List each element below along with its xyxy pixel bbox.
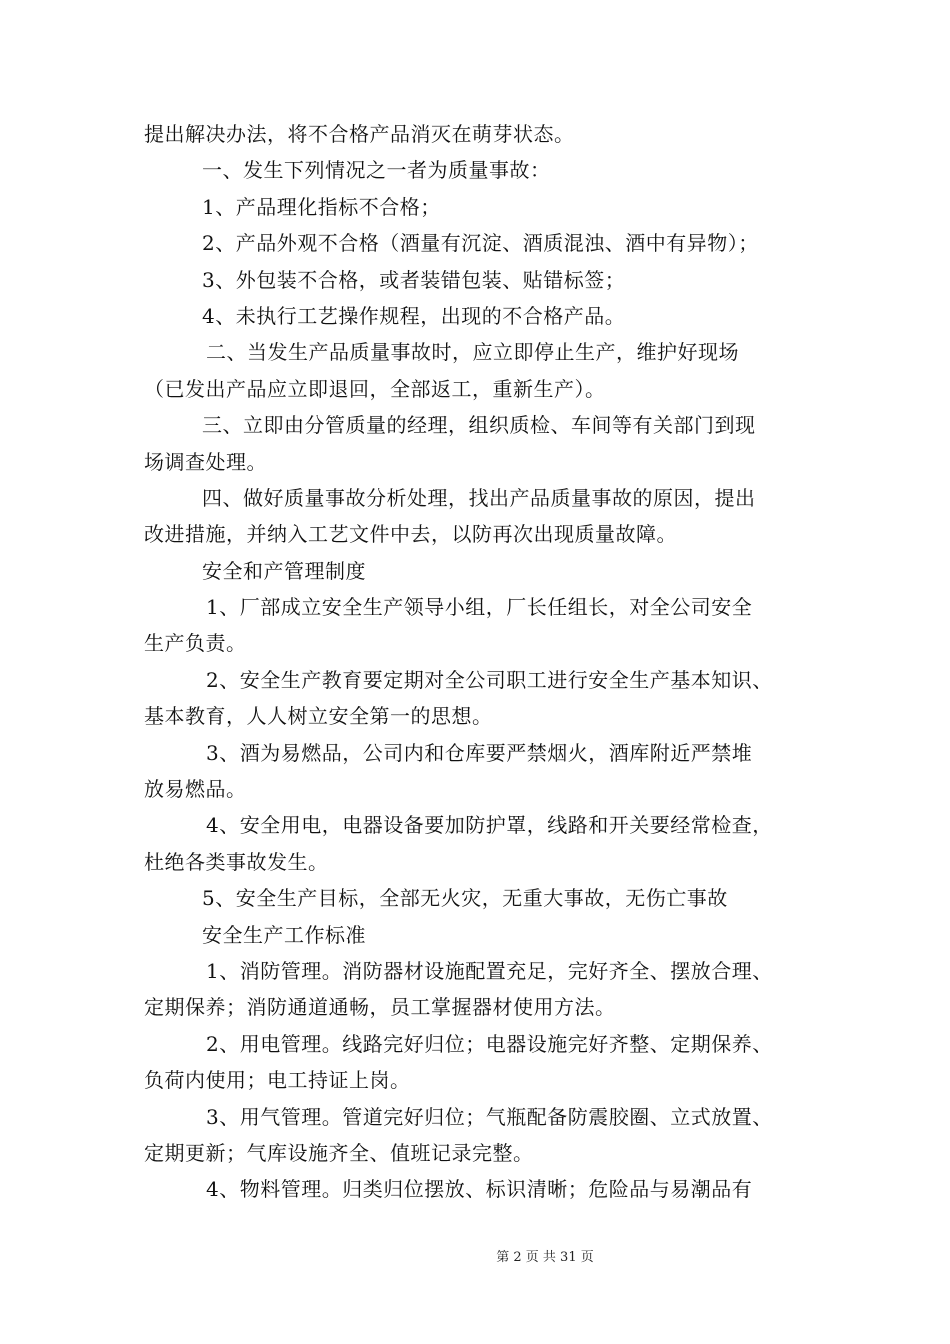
section-heading: 安全生产工作标准 xyxy=(202,922,366,947)
paragraph-line: 4、未执行工艺操作规程，出现的不合格产品。 xyxy=(202,303,626,328)
paragraph-line: 一、发生下列情况之一者为质量事故： xyxy=(202,158,551,183)
document-body xyxy=(144,116,824,1208)
paragraph-line: 定期更新；气库设施齐全、值班记录完整。 xyxy=(144,1140,534,1165)
paragraph-line: 3、酒为易燃品，公司内和仓库要严禁烟火，酒库附近严禁堆 xyxy=(206,740,753,765)
paragraph-line: 二、当发生产品质量事故时，应立即停止生产，维护好现场 xyxy=(206,340,739,365)
paragraph-line: 改进措施，并纳入工艺文件中去，以防再次出现质量故障。 xyxy=(144,522,677,547)
paragraph-line: 场调查处理。 xyxy=(144,449,267,474)
paragraph-line: 2、安全生产教育要定期对全公司职工进行安全生产基本知识、 xyxy=(206,667,773,692)
paragraph-line: 2、产品外观不合格（酒量有沉淀、酒质混浊、酒中有异物）； xyxy=(202,231,759,256)
paragraph-line: （已发出产品应立即退回，全部返工，重新生产）。 xyxy=(144,376,606,401)
paragraph-line: 4、安全用电，电器设备要加防护罩，线路和开关要经常检查， xyxy=(206,813,773,838)
paragraph-line: 3、用气管理。管道完好归位；气瓶配备防震胶圈、立式放置、 xyxy=(206,1104,773,1129)
paragraph-line: 基本教育，人人树立安全第一的思想。 xyxy=(144,704,493,729)
paragraph-line: 1、厂部成立安全生产领导小组，厂长任组长，对全公司安全 xyxy=(206,595,753,620)
paragraph-line: 三、立即由分管质量的经理，组织质检、车间等有关部门到现 xyxy=(202,413,756,438)
paragraph-line: 1、消防管理。消防器材设施配置充足，完好齐全、摆放合理、 xyxy=(206,958,773,983)
paragraph-line: 提出解决办法，将不合格产品消灭在萌芽状态。 xyxy=(144,122,575,146)
paragraph-line: 3、外包装不合格，或者装错包装、贴错标签； xyxy=(202,267,626,292)
paragraph-line: 生产负责。 xyxy=(144,631,247,656)
paragraph-line: 放易燃品。 xyxy=(144,777,247,802)
paragraph-line: 杜绝各类事故发生。 xyxy=(144,849,329,874)
paragraph-line: 5、安全生产目标，全部无火灾，无重大事故，无伤亡事故 xyxy=(202,886,728,911)
paragraph-line: 定期保养；消防通道通畅，员工掌握器材使用方法。 xyxy=(144,995,616,1020)
paragraph-line: 四、做好质量事故分析处理，找出产品质量事故的原因，提出 xyxy=(202,485,756,510)
page-number: 第 2 页 共 31 页 xyxy=(496,1250,594,1265)
paragraph-line: 2、用电管理。线路完好归位；电器设施完好齐整、定期保养、 xyxy=(206,1031,773,1056)
paragraph-line: 1、产品理化指标不合格； xyxy=(202,194,441,219)
paragraph-line: 负荷内使用；电工持证上岗。 xyxy=(144,1068,411,1093)
section-heading: 安全和产管理制度 xyxy=(202,558,366,583)
paragraph-line: 4、物料管理。归类归位摆放、标识清晰；危险品与易潮品有 xyxy=(206,1177,753,1202)
